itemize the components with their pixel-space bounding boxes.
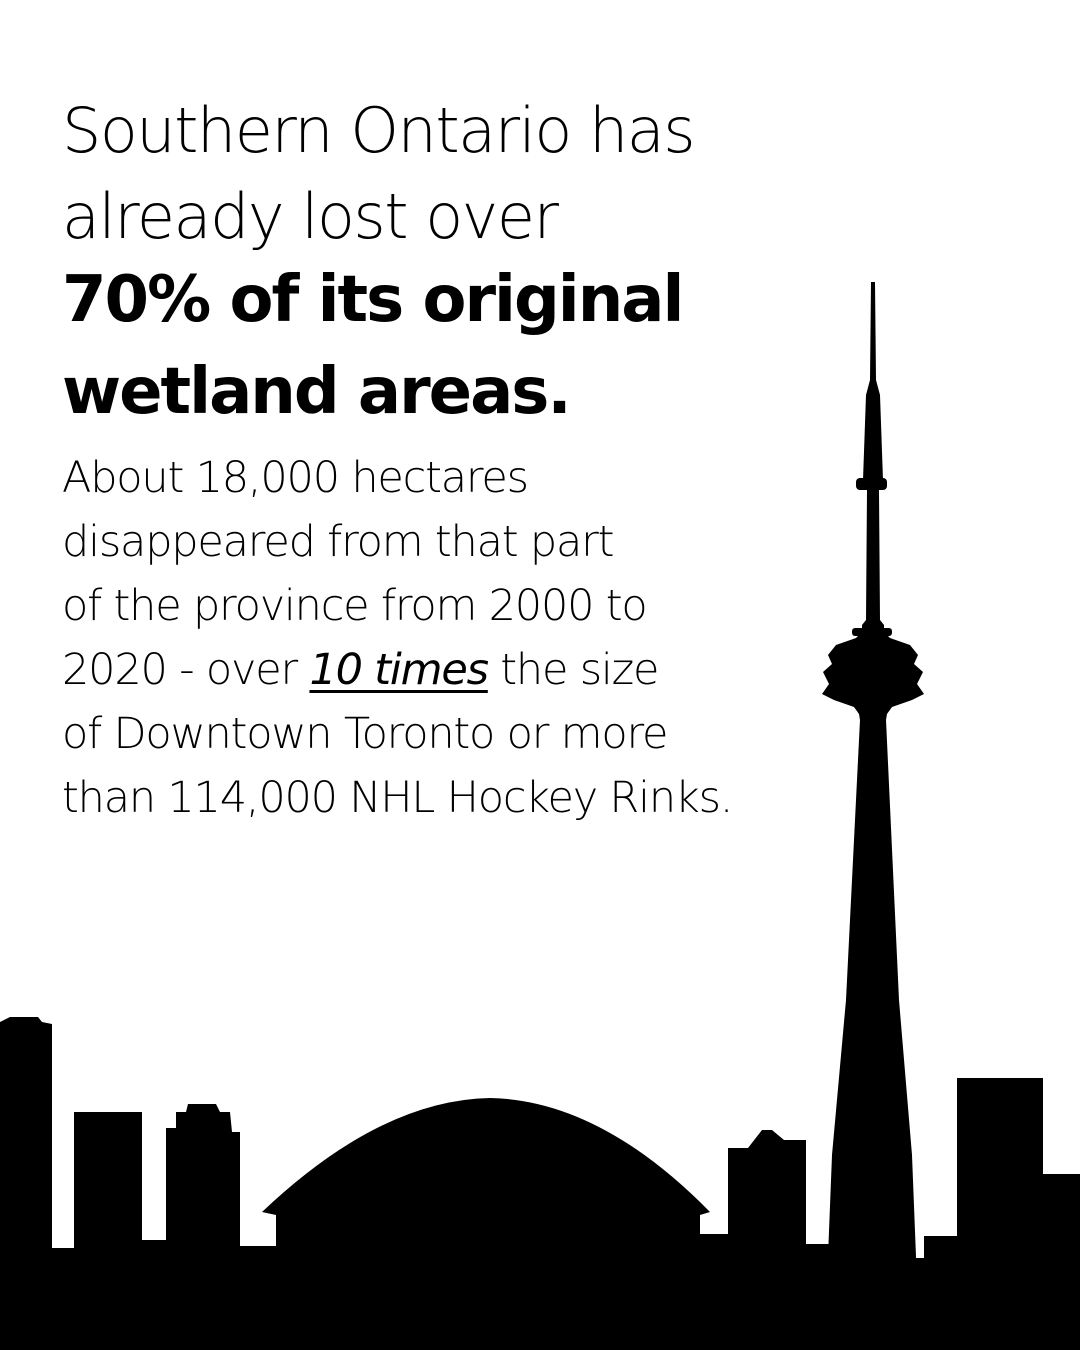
building-icon bbox=[240, 1246, 276, 1260]
body-line-3: of the province from 2000 to bbox=[62, 581, 647, 631]
body-line-4-before: 2020 - over bbox=[62, 645, 310, 695]
dome-stadium-icon bbox=[262, 1098, 710, 1258]
building-icon bbox=[52, 1248, 74, 1260]
building-icon bbox=[142, 1240, 166, 1260]
body-line-6: than 114,000 NHL Hockey Rinks. bbox=[62, 773, 733, 823]
building-icon bbox=[700, 1234, 730, 1260]
cn-tower-icon bbox=[822, 282, 924, 1282]
building-icon bbox=[924, 1236, 957, 1260]
headline-lead-line-1: Southern Ontario has bbox=[62, 94, 695, 167]
building-icon bbox=[728, 1130, 806, 1258]
body-line-2: disappeared from that part bbox=[62, 517, 614, 567]
body-emphasis: 10 times bbox=[309, 645, 488, 695]
body-line-5: of Downtown Toronto or more bbox=[62, 709, 668, 759]
headline-highlight-line-2: wetland areas. bbox=[62, 355, 570, 429]
building-icon bbox=[1043, 1174, 1080, 1260]
headline-lead-line-2: already lost over bbox=[62, 180, 558, 253]
ground-band bbox=[0, 1258, 1080, 1350]
building-icon bbox=[74, 1112, 142, 1258]
headline-highlight-line-1: 70% of its original bbox=[62, 263, 683, 337]
building-icon bbox=[957, 1078, 1043, 1260]
building-icon bbox=[0, 1017, 52, 1258]
body-line-1: About 18,000 hectares bbox=[62, 453, 528, 503]
building-icon bbox=[166, 1104, 240, 1258]
body-line-4-after: the size bbox=[487, 645, 659, 695]
